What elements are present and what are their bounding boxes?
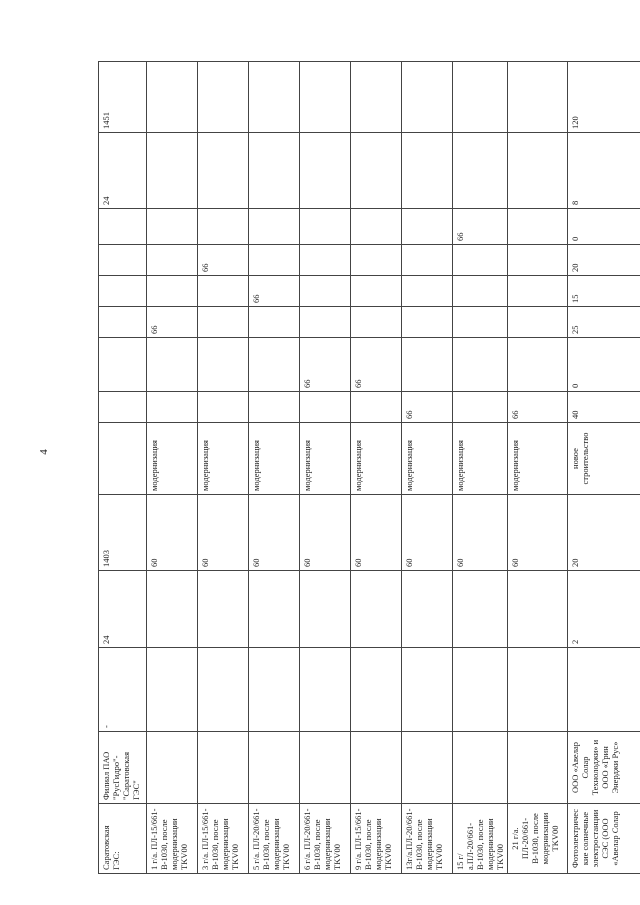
value-cell [249,392,300,423]
value-cell: 66 [300,338,351,392]
owner-cell [198,732,249,804]
value-cell: 60 [147,495,198,571]
type-cell: модернизация [351,423,402,495]
value-cell [249,209,300,245]
value-cell: 60 [249,495,300,571]
table-area [98,62,621,874]
value-cell [508,648,568,732]
owner-cell [300,732,351,804]
value-cell [453,392,508,423]
value-cell: 20 [568,245,640,276]
owner-cell [249,732,300,804]
object-cell: 9 г/а. ПЛ-15/661-В-1030, после модернизации TKV00 [351,804,402,874]
value-cell [351,245,402,276]
value-cell [300,276,351,307]
table-row [300,62,351,874]
owner-cell [147,732,198,804]
type-cell: модернизация [198,423,249,495]
value-cell [351,392,402,423]
value-cell [568,648,640,732]
value-cell [147,392,198,423]
object-cell: 15 г/а.ПЛ-20/661-В-1030, после модернизации TKV00 [453,804,508,874]
value-cell: 60 [351,495,402,571]
value-cell [453,62,508,133]
value-cell [508,338,568,392]
value-cell [300,245,351,276]
value-cell [402,245,453,276]
value-cell [453,245,508,276]
table-row [453,62,508,874]
table-row [351,62,402,874]
value-cell [402,338,453,392]
value-cell [198,571,249,648]
value-cell [453,276,508,307]
value-cell [300,307,351,338]
rotated-table-container [98,62,621,874]
value-cell [99,245,147,276]
value-cell [351,209,402,245]
value-cell [249,307,300,338]
value-cell [300,62,351,133]
value-cell [351,307,402,338]
owner-cell [453,732,508,804]
value-cell [351,648,402,732]
value-cell [249,571,300,648]
table-row [99,62,147,874]
value-cell: 20 [568,495,640,571]
value-cell: 8 [568,133,640,209]
value-cell: 1451 [99,62,147,133]
value-cell: 60 [198,495,249,571]
value-cell [147,571,198,648]
value-cell [508,245,568,276]
object-cell: 6 г/а. ПЛ-20/661-В-1030, после модернизации TKV00 [300,804,351,874]
value-cell: 0 [568,209,640,245]
value-cell [300,133,351,209]
value-cell [402,133,453,209]
value-cell [147,209,198,245]
value-cell [508,276,568,307]
type-cell: модернизация [249,423,300,495]
value-cell [508,307,568,338]
value-cell [249,62,300,133]
value-cell [198,392,249,423]
type-cell: модернизация [147,423,198,495]
value-cell: 66 [508,392,568,423]
value-cell [402,209,453,245]
object-cell: Саратовская ГЭС: [99,804,147,874]
value-cell [402,276,453,307]
value-cell [147,133,198,209]
value-cell [198,648,249,732]
capacity-table [98,61,640,874]
value-cell [453,307,508,338]
value-cell [249,648,300,732]
page-number: 4 [38,449,50,455]
type-cell: модернизация [300,423,351,495]
value-cell [402,648,453,732]
value-cell: 24 [99,133,147,209]
value-cell: 0 [568,338,640,392]
value-cell [351,62,402,133]
value-cell [249,133,300,209]
object-cell: 21 г/а. ПЛ-20/661-В-1030, после модернизации TKV00 [508,804,568,874]
value-cell [198,276,249,307]
value-cell: 25 [568,307,640,338]
value-cell [147,276,198,307]
value-cell: 40 [568,392,640,423]
type-cell: модернизация [508,423,568,495]
value-cell [508,571,568,648]
value-cell [453,338,508,392]
owner-cell [402,732,453,804]
owner-cell [508,732,568,804]
value-cell [147,648,198,732]
value-cell [99,209,147,245]
value-cell [249,338,300,392]
value-cell [351,276,402,307]
object-cell: 13г/а.ПЛ-20/661-В-1030, после модернизации TKV00 [402,804,453,874]
type-cell: новое строительство [568,423,640,495]
owner-cell [351,732,402,804]
table-row [249,62,300,874]
object-cell: 5 г/а. ПЛ-20/661-В-1030, после модернизации TKV00 [249,804,300,874]
table-row [147,62,198,874]
value-cell: 66 [351,338,402,392]
value-cell [453,133,508,209]
object-cell: 1 г/а. ПЛ-15/661-В-1030, после модернизации TKV00 [147,804,198,874]
value-cell: 60 [508,495,568,571]
table-row [568,62,640,874]
value-cell [300,571,351,648]
value-cell [351,133,402,209]
value-cell [402,571,453,648]
value-cell [99,338,147,392]
value-cell: 15 [568,276,640,307]
value-cell [300,209,351,245]
value-cell [147,245,198,276]
value-cell [99,276,147,307]
value-cell [198,338,249,392]
value-cell [453,571,508,648]
value-cell [300,392,351,423]
value-cell: 60 [453,495,508,571]
value-cell: 66 [402,392,453,423]
value-cell: 60 [402,495,453,571]
value-cell [147,62,198,133]
value-cell [300,648,351,732]
table-row [508,62,568,874]
value-cell: 2 [568,571,640,648]
value-cell [147,338,198,392]
value-cell [402,307,453,338]
type-cell: модернизация [402,423,453,495]
table-row [402,62,453,874]
value-cell [351,571,402,648]
value-cell [249,245,300,276]
object-cell: Фотоэлектрические солнечные электростанции СЭС (ООО «Авелар Солар [568,804,640,874]
value-cell [99,307,147,338]
value-cell: 24 [99,571,147,648]
value-cell: 60 [300,495,351,571]
value-cell: 66 [249,276,300,307]
value-cell [508,133,568,209]
owner-cell: ООО «Авелар Солар Технолоджи» и ООО «Грин Энерджи Рус» [568,732,640,804]
value-cell [508,62,568,133]
value-cell: - [99,648,147,732]
value-cell [198,209,249,245]
value-cell: 66 [198,245,249,276]
value-cell: 1403 [99,495,147,571]
value-cell [198,62,249,133]
value-cell [198,133,249,209]
type-cell: модернизация [453,423,508,495]
value-cell [402,62,453,133]
owner-cell: Филиал ПАО "РусГидро"- "Саратовская ГЭС" [99,732,147,804]
value-cell: 66 [453,209,508,245]
value-cell: 66 [147,307,198,338]
value-cell [99,392,147,423]
value-cell: 120 [568,62,640,133]
table-row [198,62,249,874]
object-cell: 3 г/а. ПЛ-15/661-В-1030, после модернизации TKV00 [198,804,249,874]
type-cell [99,423,147,495]
value-cell [508,209,568,245]
value-cell [198,307,249,338]
value-cell [453,648,508,732]
